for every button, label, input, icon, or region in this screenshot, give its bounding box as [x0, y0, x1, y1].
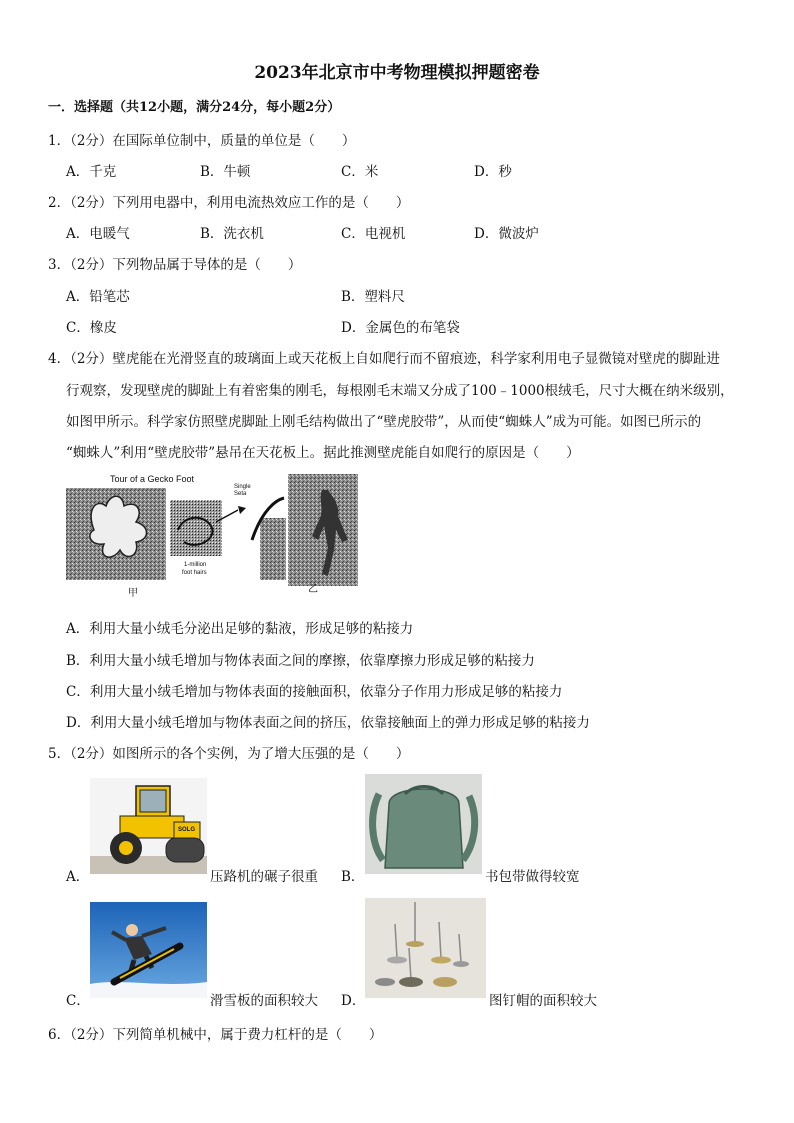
- q5-option-c-label: C．: [66, 993, 90, 1009]
- q5-option-b-text: 书包带做得较宽: [485, 869, 580, 885]
- figure-label-yi: 乙: [308, 584, 318, 595]
- backpack-image: [365, 774, 482, 874]
- q4-option-c: C．利用大量小绒毛增加与物体表面的接触面积，依靠分子作用力形成足够的粘接力: [66, 684, 563, 700]
- question-2-stem: 2．（2分）下列用电器中，利用电流热效应工作的是（ ）: [48, 195, 410, 211]
- backpack-svg: [365, 774, 482, 874]
- q1-option-c: C．米: [341, 164, 379, 180]
- thumbtacks-svg: [365, 898, 486, 998]
- question-5-stem: 5．（2分）如图所示的各个实例，为了增大压强的是（ ）: [48, 746, 410, 762]
- q5-option-d-text: 图钉帽的面积较大: [489, 993, 597, 1009]
- gecko-figure: [66, 470, 358, 598]
- arrow-head: [238, 506, 246, 514]
- q1-option-a: A．千克: [66, 164, 117, 180]
- q2-option-a: A．电暖气: [66, 226, 130, 242]
- question-1-stem: 1．（2分）在国际单位制中，质量的单位是（ ）: [48, 133, 356, 149]
- roller-brand: SOLG: [178, 827, 196, 833]
- seta-base-panel: [260, 518, 286, 580]
- million-label-2: foot hairs: [182, 570, 207, 576]
- question-4-line-1: 4．（2分）壁虎能在光滑竖直的玻璃面上或天花板上自如爬行而不留痕迹，科学家利用电子显微镜对壁虎的脚趾进: [48, 351, 720, 367]
- q1-option-b: B．牛顿: [200, 164, 251, 180]
- q4-option-d: D．利用大量小绒毛增加与物体表面之间的挤压，依靠接触面上的弹力形成足够的粘接力: [66, 715, 590, 731]
- road-roller-svg: [90, 778, 207, 874]
- question-4-line-2: 行观察，发现壁虎的脚趾上有着密集的刚毛，每根刚毛末端又分成了100﹣1000根绒毛，尺寸大概在纳米级别，: [66, 383, 734, 399]
- section-heading: 一．选择题（共12小题，满分24分，每小题2分）: [48, 100, 341, 115]
- q5-option-a-text: 压路机的碾子很重: [210, 869, 318, 885]
- q2-option-d: D．微波炉: [474, 226, 539, 242]
- question-4-line-3: 如图甲所示。科学家仿照壁虎脚趾上刚毛结构做出了“壁虎胶带”，从而使“蜘蛛人”成为可能。如图已所示的: [66, 414, 702, 430]
- snowboarder-svg: [90, 902, 207, 998]
- question-4-line-4: “蜘蛛人”利用“壁虎胶带”悬吊在天花板上。据此推测壁虎能自如爬行的原因是（ ）: [66, 445, 580, 461]
- page-title: 2023年北京市中考物理模拟押题密卷: [254, 63, 540, 83]
- q3-option-c: C．橡皮: [66, 320, 117, 336]
- question-6-stem: 6．（2分）下列简单机械中，属于费力杠杆的是（ ）: [48, 1027, 383, 1043]
- road-roller-image: [90, 778, 207, 874]
- q5-option-c-text: 滑雪板的面积较大: [210, 993, 318, 1009]
- million-label-1: 1-million: [184, 562, 207, 568]
- figure-heading: Tour of a Gecko Foot: [110, 474, 195, 484]
- q5-option-b-label: B．: [341, 869, 365, 885]
- q3-option-b: B．塑料尺: [341, 289, 405, 305]
- q3-option-a: A．铅笔芯: [66, 289, 130, 305]
- q4-option-a: A．利用大量小绒毛分泌出足够的黏液，形成足够的粘接力: [66, 621, 414, 637]
- single-seta-label: Single Seta: [234, 484, 251, 497]
- q3-option-d: D．金属色的布笔袋: [341, 320, 460, 336]
- gecko-figure-svg: [66, 470, 358, 598]
- q2-option-c: C．电视机: [341, 226, 406, 242]
- snowboarder-image: [90, 902, 207, 998]
- q5-option-d-label: D．: [341, 993, 366, 1009]
- q2-option-b: B．洗衣机: [200, 226, 264, 242]
- thumbtacks-image: [365, 898, 486, 998]
- q5-option-a-label: A．: [66, 869, 90, 885]
- question-3-stem: 3．（2分）下列物品属于导体的是（ ）: [48, 257, 302, 273]
- q1-option-d: D．秒: [474, 164, 512, 180]
- figure-label-jia: 甲: [128, 588, 138, 598]
- q4-option-b: B．利用大量小绒毛增加与物体表面之间的摩擦，依靠摩擦力形成足够的粘接力: [66, 653, 535, 669]
